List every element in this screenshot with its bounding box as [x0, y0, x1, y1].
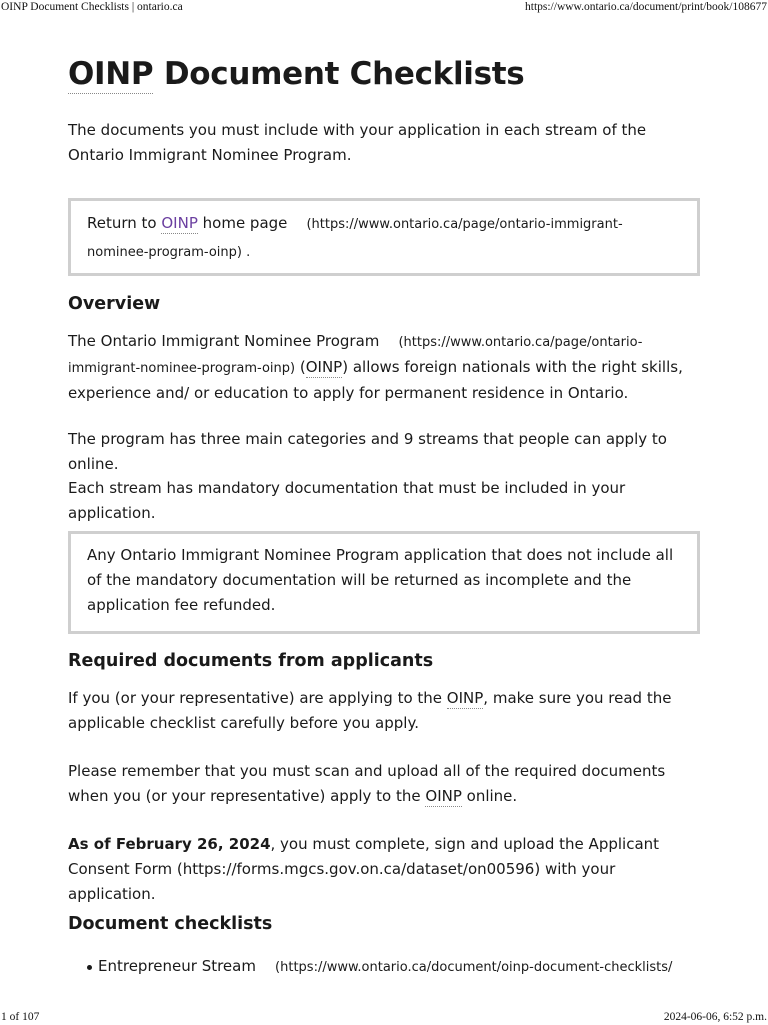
entrepreneur-stream-link[interactable]: Entrepreneur Stream — [98, 957, 256, 975]
required-paragraph-1 — [68, 686, 700, 736]
required-paragraph-3 — [68, 832, 700, 907]
required-p2-abbr-oinp: OINP — [425, 787, 462, 805]
required-paragraph-2 — [68, 759, 700, 809]
required-p2-start: Please remember that you must scan and upload all of the required documents when you (or your representative) apply to the — [68, 762, 666, 805]
title-rest: Document Checklists — [153, 56, 525, 92]
overview-program-name: The Ontario Immigrant Nominee Program — [68, 332, 380, 350]
intro-text: The documents you must include with your application in each stream of the Ontario Immigrant Nominee Program. — [68, 121, 647, 164]
consent-text: , you must complete, sign and upload the Applicant Consent Form (https://forms.mgcs.gov.on.ca/dataset/on00596) with your application. — [68, 835, 660, 903]
overview-program-url: (https://www.ontario.ca/page/ontario-immigrant-nominee-program-oinp) — [68, 335, 643, 376]
document-checklists-heading: Document checklists — [68, 914, 273, 934]
required-p1-rest: , make sure you read the applicable checklist carefully before you apply. — [68, 689, 672, 732]
overview-p1-rest: ) allows foreign nationals with the right skills, experience and/ or education to apply for permanent residence in Ontario. — [68, 358, 683, 402]
checklist-list — [68, 954, 700, 980]
required-documents-heading: Required documents from applicants — [68, 651, 434, 671]
callout-text: Any Ontario Immigrant Nominee Program application that does not include all of the mandatory documentation will be returned as incomplete and the application fee refunded. — [87, 546, 674, 614]
consent-date: As of February 26, 2024 — [68, 835, 271, 853]
overview-paragraph-1 — [68, 329, 700, 406]
overview-p2: The program has three main categories and 9 streams that people can apply to online. — [68, 430, 667, 473]
page-count: 1 of 107 — [1, 1011, 40, 1023]
return-box — [68, 198, 700, 276]
overview-paragraph-3 — [68, 476, 700, 526]
print-header-url: https://www.ontario.ca/document/print/book/108677 — [525, 1, 767, 13]
overview-paragraph-2 — [68, 427, 700, 477]
return-suffix: home page — [197, 214, 288, 232]
overview-abbr-oinp: OINP — [305, 358, 343, 376]
print-timestamp: 2024-06-06, 6:52 p.m. — [663, 1011, 767, 1023]
print-header-title: OINP Document Checklists | ontario.ca — [1, 1, 183, 13]
overview-abbr-open: ( — [295, 358, 306, 376]
oinp-home-link[interactable]: OINP — [161, 214, 198, 232]
title-abbr-oinp: OINP — [68, 56, 154, 92]
overview-heading: Overview — [68, 294, 161, 314]
return-url: (https://www.ontario.ca/page/ontario-immigrant-nominee-program-oinp) . — [87, 217, 623, 260]
list-item — [68, 954, 700, 980]
page-title — [68, 56, 524, 92]
print-footer — [0, 1011, 768, 1025]
print-header — [0, 1, 768, 15]
return-prefix: Return to — [87, 214, 162, 232]
overview-p3: Each stream has mandatory documentation that must be included in your application. — [68, 479, 626, 522]
required-p1-start: If you (or your representative) are applying to the — [68, 689, 447, 707]
required-p1-abbr-oinp: OINP — [446, 689, 484, 707]
incomplete-application-callout — [68, 531, 700, 634]
entrepreneur-stream-url: (https://www.ontario.ca/document/oinp-document-checklists/ — [275, 960, 673, 975]
required-p2-rest: online. — [461, 787, 518, 805]
intro-paragraph — [68, 118, 700, 168]
